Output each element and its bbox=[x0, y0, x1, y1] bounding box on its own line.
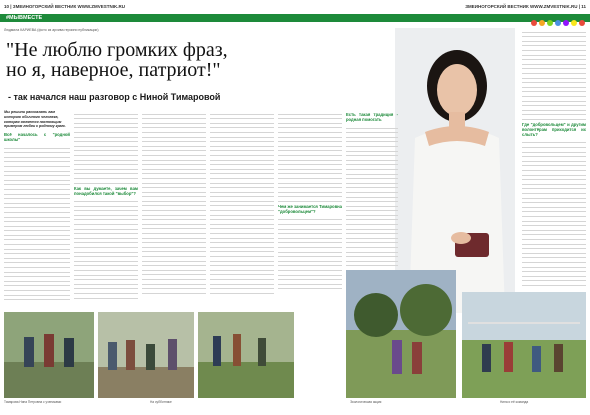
photo-5 bbox=[462, 292, 586, 398]
photo-4 bbox=[346, 270, 456, 398]
header-left: 10 | ЗМЕИНОГОРСКИЙ ВЕСТНИК WWW.ZMVESTNIK.RU bbox=[4, 4, 126, 9]
photo-4-caption: Экологическая акция bbox=[350, 400, 382, 404]
byline: Людмила КАРИЕВА (фото из архива героини публикации) bbox=[4, 28, 99, 32]
article-title: "Не люблю громких фраз, но я, наверное, патриот!" bbox=[6, 39, 228, 81]
text-column-4 bbox=[210, 110, 274, 305]
column-heading: Где "добровольцем" и другим волонтёрам приходится их слыть? bbox=[522, 121, 586, 137]
text-column-3 bbox=[142, 110, 206, 305]
text-column-5 bbox=[278, 110, 342, 305]
column-heading: Как вы думаете, зачем вам понадобился такой "выбор"? bbox=[74, 185, 138, 196]
article-lead: Мы решили рассказать вам историю обычного человека, которая является настоящим примером любви к родному краю. bbox=[4, 110, 66, 129]
photo-2-caption: На субботнике bbox=[150, 400, 172, 404]
photo-3 bbox=[198, 312, 294, 398]
header-bar bbox=[0, 14, 590, 22]
photo-2 bbox=[98, 312, 194, 398]
article-subtitle: - так начался наш разговор с Ниной Тимаровой bbox=[8, 92, 221, 102]
section-tag: #МЫВМЕСТЕ bbox=[6, 15, 43, 21]
column-heading: Всё началось с "родной школы" bbox=[4, 132, 70, 142]
text-column-7 bbox=[522, 28, 586, 293]
photo-1 bbox=[4, 312, 94, 398]
logo-icon bbox=[530, 14, 586, 22]
text-column-1 bbox=[4, 130, 70, 305]
text-column-2 bbox=[74, 110, 138, 305]
column-heading: Есть такая традиция - родная помогать bbox=[346, 112, 398, 122]
photo-1-caption: Тимарова Нина Петровна с учениками bbox=[4, 400, 62, 404]
body-text-lines bbox=[4, 144, 70, 300]
photo-5-caption: Нина и её команда bbox=[500, 400, 529, 404]
header-right: ЗМЕИНОГОРСКИЙ ВЕСТНИК WWW.ZMVESTNIK.RU | 11 bbox=[465, 4, 586, 9]
column-heading: Чем же занимается Тимаровна "добровольцем"? bbox=[278, 203, 342, 214]
